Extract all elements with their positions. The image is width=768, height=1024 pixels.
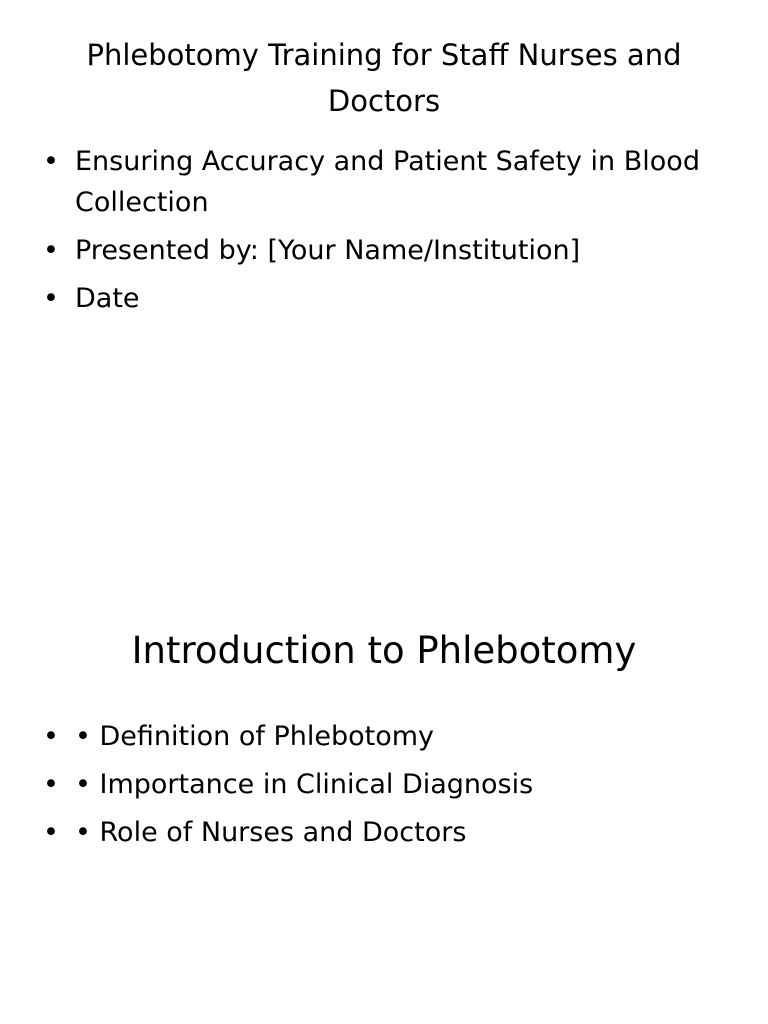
list-item: [40, 278, 720, 319]
list-item: [40, 812, 720, 853]
bullet-icon: •: [43, 721, 59, 752]
bullet-icon: •: [43, 817, 59, 848]
list-item: [40, 141, 720, 223]
list-item: [40, 230, 720, 271]
bullet-icon: •: [43, 769, 59, 800]
slide-title: Phlebotomy Training for Staff Nurses and Doctors: [86, 38, 682, 118]
bullet-list: [40, 141, 720, 326]
bullet-text: Presented by: [Your Name/Institution]: [75, 235, 581, 266]
bullet-text: Date: [75, 283, 140, 314]
bullet-text: • Importance in Clinical Diagnosis: [75, 769, 534, 800]
bullet-list: [40, 716, 720, 860]
list-item: [40, 716, 720, 757]
list-item: [40, 764, 720, 805]
slide-title: Introduction to Phlebotomy: [131, 629, 637, 672]
bullet-icon: •: [43, 235, 59, 266]
bullet-text: • Role of Nurses and Doctors: [75, 817, 467, 848]
bullet-icon: •: [43, 283, 59, 314]
bullet-text: Ensuring Accuracy and Patient Safety in Blood Collection: [75, 146, 700, 218]
slide-2: [0, 512, 768, 1024]
bullet-icon: •: [43, 146, 59, 177]
bullet-text: • Definition of Phlebotomy: [75, 721, 434, 752]
